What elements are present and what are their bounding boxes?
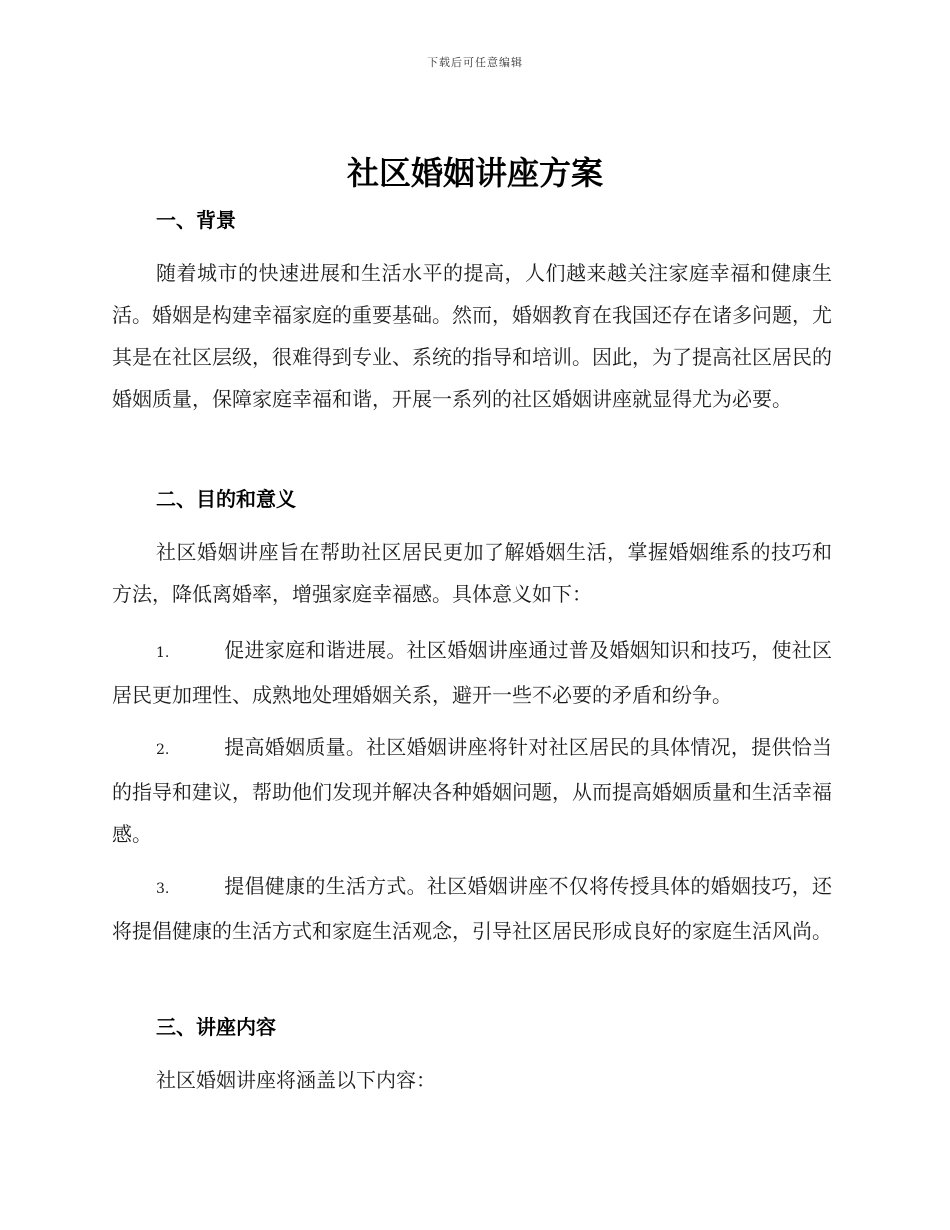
document-title: 社区婚姻讲座方案	[346, 154, 603, 192]
section-heading-content: 三、讲座内容	[156, 1015, 276, 1039]
list-item-number: 1.	[156, 645, 170, 661]
list-item	[112, 726, 832, 855]
list-item-number: 3.	[156, 881, 170, 897]
section-paragraph-content: 社区婚姻讲座将涵盖以下内容：	[156, 1068, 436, 1092]
list-item	[112, 865, 832, 952]
section-heading-background: 一、背景	[156, 208, 236, 232]
list-item	[112, 629, 832, 716]
list-item-text: 促进家庭和谐进展。社区婚姻讲座通过普及婚姻知识和技巧，使社区居民更加理性、成熟地处理婚姻关系，避开一些不必要的矛盾和纷争。	[112, 638, 832, 707]
list-item-text: 提倡健康的生活方式。社区婚姻讲座不仅将传授具体的婚姻技巧，还将提倡健康的生活方式和家庭生活观念，引导社区居民形成良好的家庭生活风尚。	[112, 874, 832, 943]
list-item-text: 提高婚姻质量。社区婚姻讲座将针对社区居民的具体情况，提供恰当的指导和建议，帮助他们发现并解决各种婚姻问题，从而提高婚姻质量和生活幸福感。	[112, 735, 832, 846]
section-paragraph-background: 随着城市的快速进展和生活水平的提高，人们越来越关注家庭幸福和健康生活。婚姻是构建幸福家庭的重要基础。然而，婚姻教育在我国还存在诸多问题，尤其是在社区层级，很难得到专业、系统的指导和培训。因此，为了提高社区居民的婚姻质量，保障家庭幸福和谐，开展一系列的社区婚姻讲座就显得尤为必要。	[112, 261, 832, 411]
section-paragraph-purpose: 社区婚姻讲座旨在帮助社区居民更加了解婚姻生活，掌握婚姻维系的技巧和方法，降低离婚率，增强家庭幸福感。具体意义如下：	[112, 540, 832, 606]
section-heading-purpose: 二、目的和意义	[156, 487, 296, 511]
page-header-note: 下载后可任意编辑	[427, 56, 523, 69]
list-item-number: 2.	[156, 742, 170, 758]
